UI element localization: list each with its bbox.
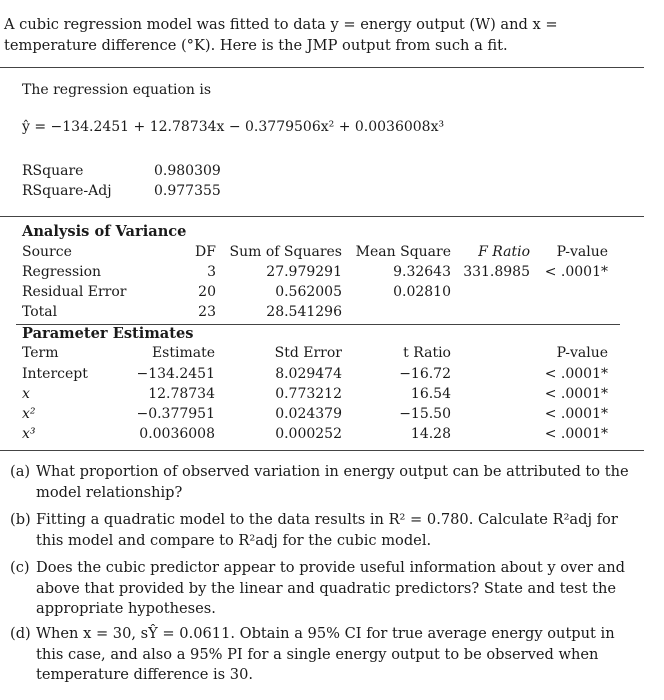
question-d bbox=[10, 624, 630, 686]
question-text: Fitting a quadratic model to the data results in R² = 0.780. Calculate R²adj for this model and compare to R²adj for the cubic model. bbox=[36, 511, 618, 549]
anova-header-ss: Sum of Squares bbox=[229, 244, 342, 260]
params-header-p: P-value bbox=[556, 345, 608, 361]
params-header-term: Term bbox=[22, 345, 59, 361]
anova-title: Analysis of Variance bbox=[22, 223, 187, 240]
question-text: What proportion of observed variation in energy output can be attributed to the model relationship? bbox=[36, 463, 629, 501]
anova-row-df: 23 bbox=[198, 304, 216, 320]
params-row-p: < .0001* bbox=[544, 426, 608, 442]
params-row-t: −15.50 bbox=[399, 406, 451, 422]
anova-header-df: DF bbox=[195, 244, 216, 260]
intro-paragraph: A cubic regression model was fitted to data y = energy output (W) and x = temperature difference (°K). Here is the JMP output from such a fit. bbox=[4, 16, 558, 54]
bottom-rule bbox=[0, 450, 644, 451]
rsquare-value: 0.980309 bbox=[154, 163, 221, 179]
question-a bbox=[10, 462, 630, 503]
params-row-se: 8.029474 bbox=[275, 366, 342, 382]
params-row-se: 0.000252 bbox=[275, 426, 342, 442]
rsquare-label: RSquare bbox=[22, 163, 84, 179]
question-tag: (d) bbox=[10, 625, 31, 642]
anova-header-p: P-value bbox=[556, 244, 608, 260]
params-row-term: x² bbox=[22, 406, 36, 422]
rsquare-adj-value: 0.977355 bbox=[154, 183, 221, 199]
params-title: Parameter Estimates bbox=[22, 325, 194, 342]
params-row-term: x³ bbox=[22, 426, 36, 442]
question-tag: (b) bbox=[10, 511, 31, 528]
params-row-t: −16.72 bbox=[399, 366, 451, 382]
params-row-term: x bbox=[22, 386, 30, 402]
params-row-se: 0.773212 bbox=[275, 386, 342, 402]
params-header-se: Std Error bbox=[274, 345, 342, 361]
question-tag: (c) bbox=[10, 559, 30, 576]
question-b bbox=[10, 510, 630, 551]
anova-row-ss: 27.979291 bbox=[266, 264, 342, 280]
anova-row-ms: 9.32643 bbox=[393, 264, 451, 280]
anova-row-f: 331.8985 bbox=[463, 264, 530, 280]
anova-row-df: 20 bbox=[198, 284, 216, 300]
question-c bbox=[10, 558, 630, 620]
params-header-t: t Ratio bbox=[403, 345, 451, 361]
params-header-estimate: Estimate bbox=[151, 345, 215, 361]
anova-row-p: < .0001* bbox=[544, 264, 608, 280]
params-row-p: < .0001* bbox=[544, 406, 608, 422]
params-row-t: 14.28 bbox=[410, 426, 451, 442]
params-row-estimate: 12.78734 bbox=[148, 386, 215, 402]
params-row-term: Intercept bbox=[22, 366, 88, 382]
top-rule bbox=[0, 67, 644, 68]
params-row-estimate: −0.377951 bbox=[136, 406, 215, 422]
params-row-t: 16.54 bbox=[410, 386, 451, 402]
anova-row-ms: 0.02810 bbox=[393, 284, 451, 300]
rsquare-adj-label: RSquare-Adj bbox=[22, 183, 112, 199]
question-text: When x = 30, sŶ = 0.0611. Obtain a 95% CI for true average energy output in this case, and also a 95% PI for a single energy output to be observed when temperature difference is 30. bbox=[36, 625, 615, 683]
params-row-estimate: 0.0036008 bbox=[139, 426, 215, 442]
params-row-p: < .0001* bbox=[544, 366, 608, 382]
params-row-se: 0.024379 bbox=[275, 406, 342, 422]
params-row-p: < .0001* bbox=[544, 386, 608, 402]
anova-row-source: Total bbox=[22, 304, 58, 320]
anova-row-source: Regression bbox=[22, 264, 102, 280]
anova-header-ms: Mean Square bbox=[355, 244, 451, 260]
anova-rule bbox=[0, 216, 644, 217]
question-text: Does the cubic predictor appear to provide useful information about y over and above that provided by the linear and quadratic predictors? State and test the appropriate hypotheses. bbox=[36, 559, 625, 617]
params-row-estimate: −134.2451 bbox=[136, 366, 215, 382]
regression-equation: ŷ = −134.2451 + 12.78734x − 0.3779506x² + 0.0036008x³ bbox=[22, 119, 445, 135]
anova-row-source: Residual Error bbox=[22, 284, 127, 300]
question-tag: (a) bbox=[10, 463, 31, 480]
anova-header-f: F Ratio bbox=[478, 244, 530, 260]
anova-header-source: Source bbox=[22, 244, 72, 260]
anova-row-ss: 28.541296 bbox=[266, 304, 342, 320]
anova-row-ss: 0.562005 bbox=[275, 284, 342, 300]
regression-heading: The regression equation is bbox=[22, 82, 212, 98]
anova-row-df: 3 bbox=[207, 264, 216, 280]
